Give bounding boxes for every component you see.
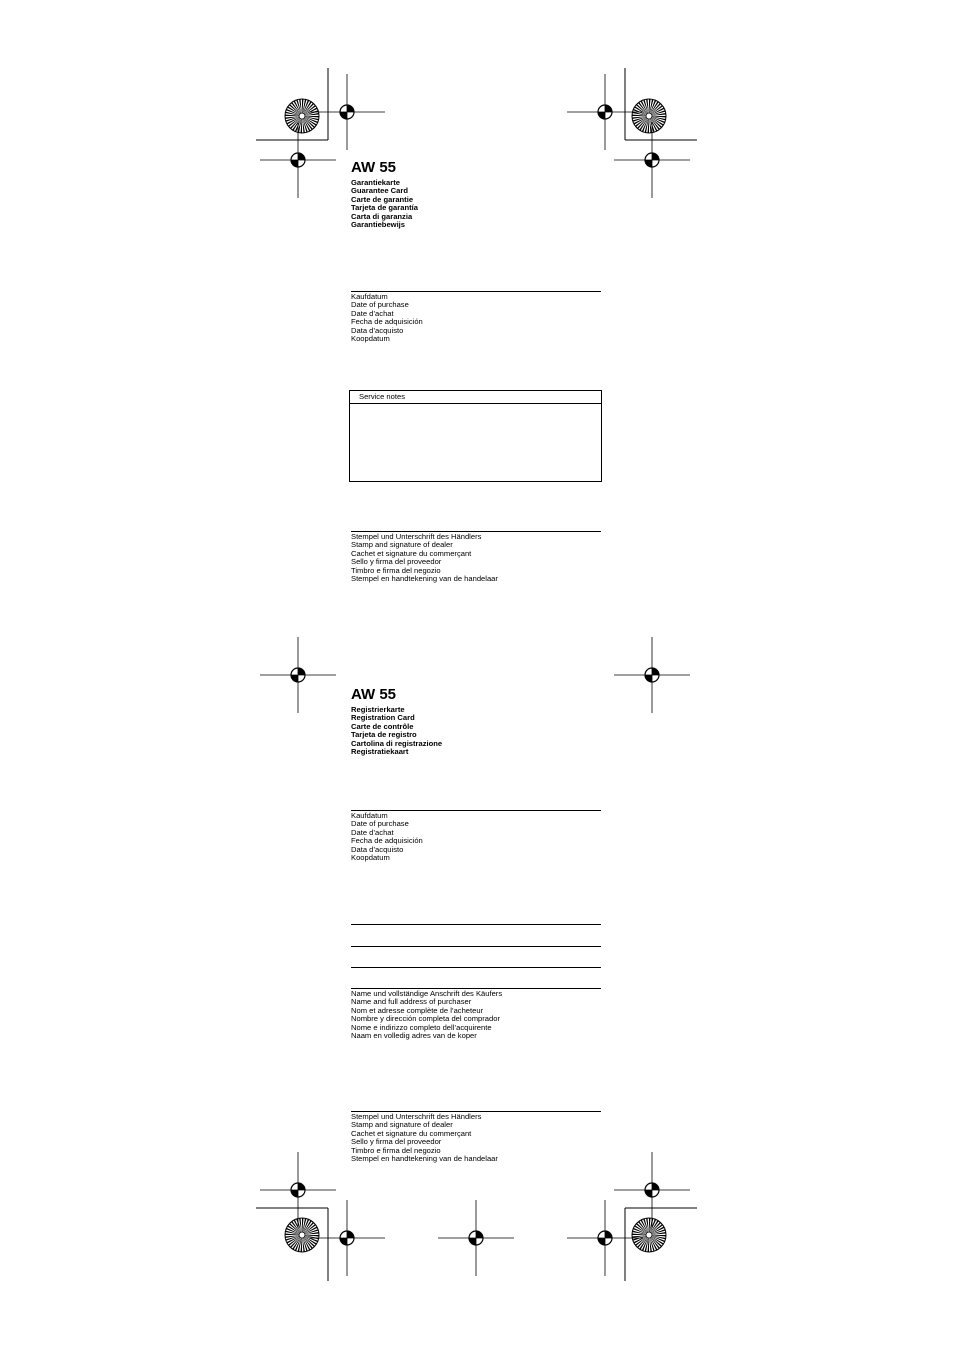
- address-label-es: Nombre y dirección completa del comprador: [351, 1014, 500, 1024]
- service-notes-box[interactable]: [349, 390, 602, 482]
- purchase-date-label-es: Fecha de adquisición: [351, 836, 423, 846]
- model-name: AW 55: [351, 159, 397, 176]
- card-title-de: Garantiekarte: [351, 178, 400, 187]
- card-title-es: Tarjeta de garantía: [351, 203, 418, 213]
- address-label-de: Name und vollständige Anschrift des Käufers: [351, 989, 503, 998]
- starburst-target: [285, 1218, 319, 1252]
- dealer-label-it: Timbro e firma del negozio: [351, 1145, 441, 1155]
- purchase-date-label-it: Data d’acquisto: [351, 325, 404, 335]
- model-name: AW 55: [351, 686, 397, 703]
- starburst-target: [632, 99, 666, 133]
- dealer-labels: [351, 1113, 498, 1163]
- purchase-date-label-de: Kaufdatum: [351, 811, 388, 820]
- purchase-date-label-nl: Koopdatum: [351, 853, 390, 863]
- purchase-date-line[interactable]: [351, 810, 601, 811]
- card-title-list: [351, 706, 442, 756]
- purchase-date-label-en: Date of purchase: [351, 819, 409, 829]
- card-title-it: Cartolina di registrazione: [351, 738, 443, 748]
- dealer-label-de: Stempel und Unterschrift des Händlers: [351, 1112, 482, 1121]
- card-title-fr: Carte de contrôle: [351, 721, 414, 731]
- card-title-fr: Carte de garantie: [351, 194, 414, 204]
- purchase-date-label-fr: Date d’achat: [351, 308, 394, 318]
- card-title-it: Carta di garanzia: [351, 211, 413, 221]
- address-label-nl: Naam en volledig adres van de koper: [351, 1031, 477, 1041]
- dealer-label-fr: Cachet et signature du commerçant: [351, 548, 472, 558]
- card-title-de: Registrierkarte: [351, 705, 405, 714]
- card-title-es: Tarjeta de registro: [351, 730, 417, 740]
- purchase-date-label-nl: Koopdatum: [351, 334, 390, 344]
- card-title-list: [351, 179, 418, 229]
- card-title-en: Guarantee Card: [351, 186, 408, 196]
- address-line-3[interactable]: [351, 967, 601, 968]
- dealer-label-de: Stempel und Unterschrift des Händlers: [351, 532, 482, 541]
- purchase-date-label-es: Fecha de adquisición: [351, 317, 423, 327]
- purchase-date-labels: [351, 293, 423, 343]
- service-notes-label: Service notes: [350, 391, 601, 404]
- address-label-it: Nome e indirizzo completo dell’acquirente: [351, 1022, 492, 1032]
- purchase-date-label-de: Kaufdatum: [351, 292, 388, 301]
- purchase-date-line[interactable]: [351, 291, 601, 292]
- dealer-label-en: Stamp and signature of dealer: [351, 1120, 453, 1130]
- purchase-date-label-fr: Date d’achat: [351, 827, 394, 837]
- card-title-nl: Garantiebewijs: [351, 220, 406, 230]
- card-title-en: Registration Card: [351, 713, 415, 723]
- address-line-2[interactable]: [351, 946, 601, 947]
- purchase-date-label-en: Date of purchase: [351, 300, 409, 310]
- starburst-target: [285, 99, 319, 133]
- dealer-label-it: Timbro e firma del negozio: [351, 565, 441, 575]
- address-label-en: Name and full address of purchaser: [351, 997, 472, 1007]
- purchase-date-labels: [351, 812, 423, 862]
- dealer-label-es: Sello y firma del proveedor: [351, 1137, 442, 1147]
- address-labels: [351, 990, 502, 1040]
- purchase-date-label-it: Data d’acquisto: [351, 844, 404, 854]
- dealer-label-es: Sello y firma del proveedor: [351, 557, 442, 567]
- dealer-label-fr: Cachet et signature du commerçant: [351, 1128, 472, 1138]
- starburst-target: [632, 1218, 666, 1252]
- card-title-nl: Registratiekaart: [351, 747, 409, 757]
- dealer-label-en: Stamp and signature of dealer: [351, 540, 453, 550]
- dealer-label-nl: Stempel en handtekening van de handelaar: [351, 574, 498, 584]
- address-line-1[interactable]: [351, 924, 601, 925]
- address-label-fr: Nom et adresse complète de l’acheteur: [351, 1005, 484, 1015]
- dealer-label-nl: Stempel en handtekening van de handelaar: [351, 1154, 498, 1164]
- dealer-labels: [351, 533, 498, 583]
